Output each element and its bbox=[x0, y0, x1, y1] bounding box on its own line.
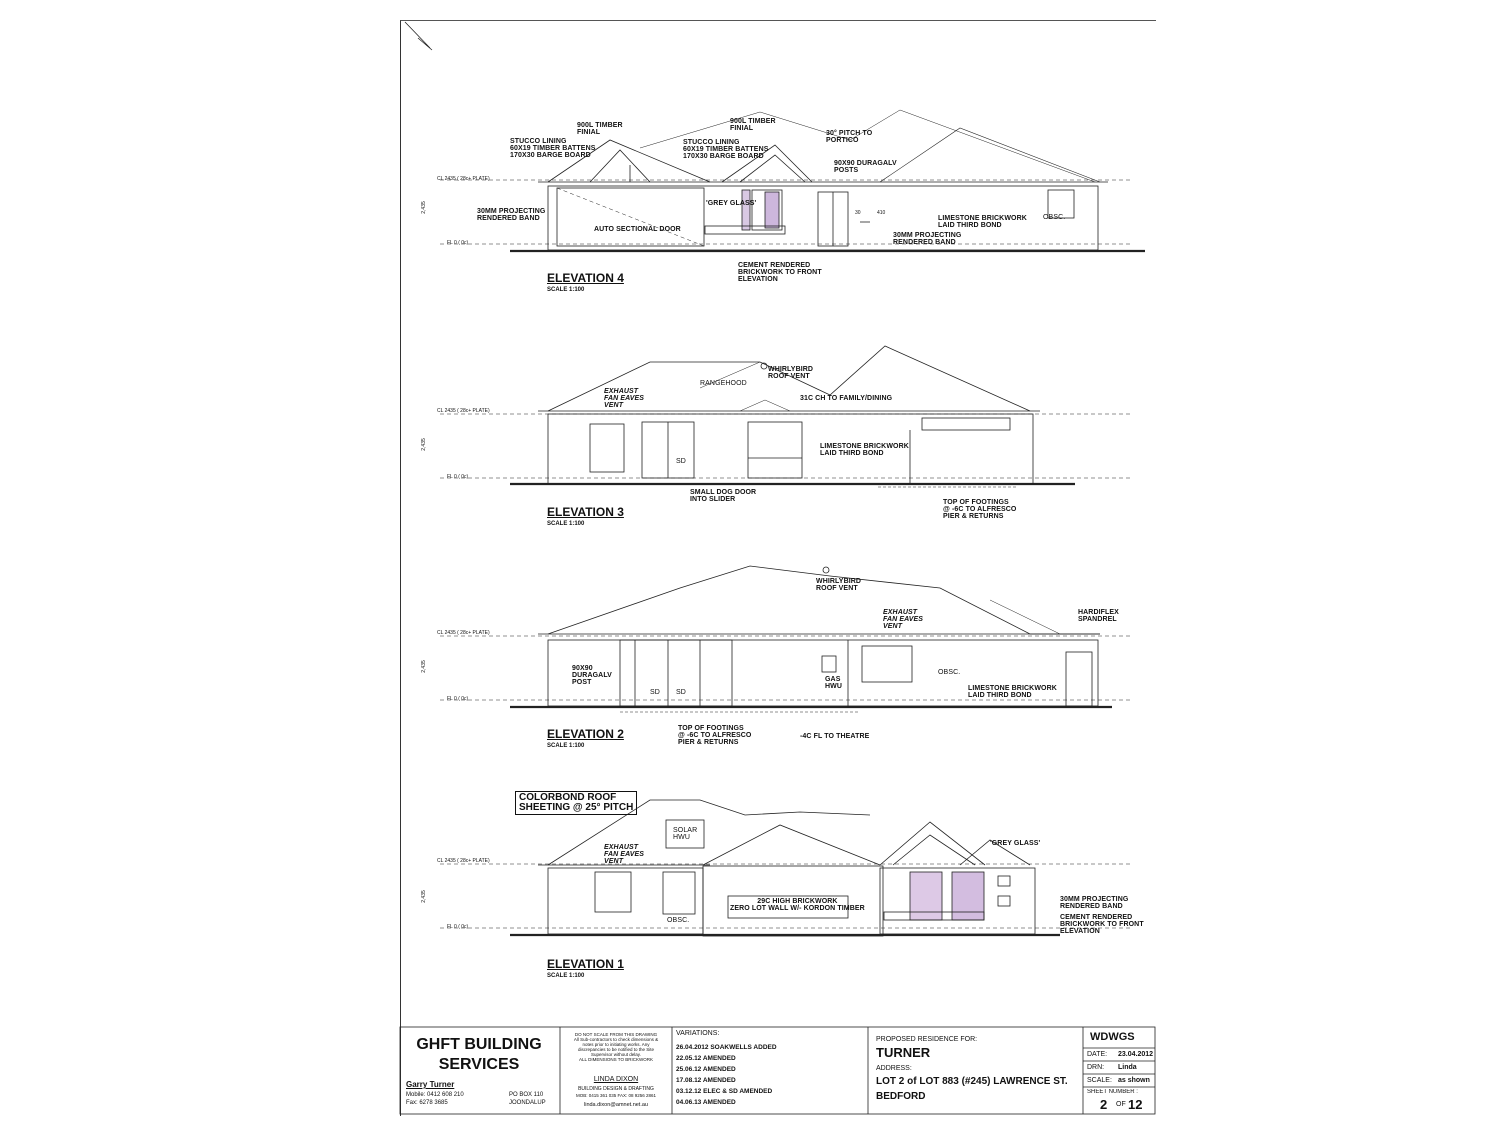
e4-obsc: OBSC. bbox=[1043, 214, 1066, 221]
e1-height-dim: 2,435 bbox=[420, 890, 427, 903]
e1-solar: SOLAR HWU bbox=[673, 827, 698, 841]
e4-garage-door: AUTO SECTIONAL DOOR bbox=[594, 226, 681, 233]
e3-rangehood: RANGEHOOD bbox=[700, 380, 747, 387]
e4-limestone: LIMESTONE BRICKWORK LAID THIRD BOND bbox=[938, 215, 1027, 229]
address-line2: BEDFORD bbox=[876, 1091, 926, 1102]
e4-stucco-left: STUCCO LINING 60X19 TIMBER BATTENS 170X30 BARGE BOARD bbox=[510, 138, 596, 159]
e1-roof-note: COLORBOND ROOF SHEETING @ 25° PITCH bbox=[515, 791, 637, 815]
elevation-4-lines bbox=[440, 110, 1145, 251]
contact-name: Garry Turner bbox=[406, 1080, 455, 1089]
client-name: TURNER bbox=[876, 1045, 931, 1060]
e4-fl-level: FL 0 ( 0c) bbox=[447, 240, 469, 246]
drn-value: Linda bbox=[1118, 1064, 1137, 1071]
po-suburb: JOONDALUP bbox=[509, 1100, 546, 1106]
e4-finial-left: 900L TIMBER FINIAL bbox=[577, 122, 623, 136]
e3-sd: SD bbox=[676, 458, 686, 465]
e2-exhaust: EXHAUST FAN EAVES VENT bbox=[883, 609, 924, 630]
e3-ceiling-note: 31C CH TO FAMILY/DINING bbox=[800, 395, 893, 402]
e4-stucco-right: STUCCO LINING 60X19 TIMBER BATTENS 170X30 BARGE BOARD bbox=[683, 139, 769, 160]
variation-item: 26.04.2012 SOAKWELLS ADDED bbox=[676, 1044, 777, 1051]
e2-limestone: LIMESTONE BRICKWORK LAID THIRD BOND bbox=[968, 685, 1057, 699]
scale-notice: DO NOT SCALE FROM THIS DRAWING All Sub-contractors to check dimensions & notes prior to initiating works. Any discrepancies to be notified to the Site Supervisor without delay. ALL DIMENSIONS TO BRICKWORK bbox=[573, 1032, 659, 1062]
e3-fl-level: FL 0 ( 0c) bbox=[447, 474, 469, 480]
company-name-line1: GHFT BUILDING bbox=[416, 1036, 542, 1053]
e3-whirlybird: WHIRLYBIRD ROOF VENT bbox=[768, 366, 814, 380]
e4-scale: SCALE 1:100 bbox=[547, 287, 585, 293]
e4-height-dim: 2,435 bbox=[420, 201, 427, 214]
address-label: ADDRESS: bbox=[876, 1065, 912, 1072]
e1-cl-level: CL 2435 ( 28c+ PLATE) bbox=[437, 858, 490, 864]
company-name-line2: SERVICES bbox=[438, 1056, 520, 1073]
e2-cl-level: CL 2435 ( 28c+ PLATE) bbox=[437, 630, 490, 636]
scale-value: as shown bbox=[1118, 1077, 1150, 1084]
e2-sd-1: SD bbox=[650, 689, 660, 696]
sheet-code: WDWGS bbox=[1090, 1031, 1135, 1043]
e3-scale: SCALE 1:100 bbox=[547, 521, 585, 527]
po-box: PO BOX 110 bbox=[509, 1092, 544, 1098]
designer-name: LINDA DIXON bbox=[593, 1076, 639, 1083]
e3-height-dim: 2,435 bbox=[420, 438, 427, 451]
contact-fax: Fax: 6278 3685 bbox=[406, 1100, 448, 1106]
e1-obsc: OBSC. bbox=[667, 917, 690, 924]
scale-label: SCALE: bbox=[1087, 1077, 1112, 1084]
corner-mark bbox=[405, 22, 432, 50]
e1-grey-glass: 'GREY GLASS' bbox=[990, 840, 1041, 847]
sheet-of: OF bbox=[1116, 1101, 1126, 1108]
variation-item: 17.08.12 AMENDED bbox=[676, 1077, 736, 1084]
designer-email: linda.dixon@amnet.net.au bbox=[584, 1102, 648, 1108]
sheet-number-label: SHEET NUMBER : bbox=[1087, 1089, 1138, 1095]
e3-title: ELEVATION 3 bbox=[547, 505, 624, 519]
e4-cl-level: CL 2435 ( 28c+ PLATE) bbox=[437, 176, 490, 182]
e3-dog-door: SMALL DOG DOOR INTO SLIDER bbox=[690, 489, 757, 503]
variations-list bbox=[676, 1044, 777, 1110]
e2-gas-hwu: GAS HWU bbox=[825, 676, 843, 690]
designer-sub: BUILDING DESIGN & DRAFTING bbox=[578, 1086, 654, 1092]
drn-label: DRN: bbox=[1087, 1064, 1105, 1071]
e4-band-left: 30MM PROJECTING RENDERED BAND bbox=[477, 208, 546, 222]
e2-hardiflex: HARDIFLEX SPANDREL bbox=[1078, 609, 1119, 623]
variations-label: VARIATIONS: bbox=[676, 1030, 720, 1037]
variation-item: 22.05.12 AMENDED bbox=[676, 1055, 736, 1062]
designer-phone: MOB: 0415 361 035 FAX: 08 9256 2861 bbox=[575, 1093, 657, 1098]
e4-pitch-note: 30° PITCH TO PORTICO bbox=[826, 130, 873, 144]
e4-title: ELEVATION 4 bbox=[547, 271, 624, 285]
e2-post: 90X90 DURAGALV POST bbox=[572, 665, 612, 686]
e2-title: ELEVATION 2 bbox=[547, 727, 624, 741]
e1-cement: CEMENT RENDERED BRICKWORK TO FRONT ELEVATION bbox=[1060, 914, 1144, 935]
address-line1: LOT 2 of LOT 883 (#245) LAWRENCE ST. bbox=[876, 1076, 1068, 1087]
e4-posts-note: 90X90 DURAGALV POSTS bbox=[834, 160, 897, 174]
e1-scale: SCALE 1:100 bbox=[547, 973, 585, 979]
e1-title: ELEVATION 1 bbox=[547, 957, 624, 971]
variation-item: 25.06.12 AMENDED bbox=[676, 1066, 736, 1073]
elevation-1-lines bbox=[440, 800, 1130, 936]
sheet-total: 12 bbox=[1128, 1097, 1143, 1112]
e4-dim-30: 30 bbox=[855, 210, 861, 216]
e2-theatre: -4C FL TO THEATRE bbox=[800, 733, 870, 740]
date-value: 23.04.2012 bbox=[1118, 1051, 1154, 1058]
e2-scale: SCALE 1:100 bbox=[547, 743, 585, 749]
e3-limestone: LIMESTONE BRICKWORK LAID THIRD BOND bbox=[820, 443, 909, 457]
e1-zero-lot-wall: 29C HIGH BRICKWORK ZERO LOT WALL W/- KORDON TIMBER bbox=[730, 898, 865, 912]
e1-band: 30MM PROJECTING RENDERED BAND bbox=[1060, 896, 1129, 910]
e4-band-right: 30MM PROJECTING RENDERED BAND bbox=[893, 232, 962, 246]
e2-obsc: OBSC. bbox=[938, 669, 961, 676]
e2-fl-level: FL 0 ( 0c) bbox=[447, 696, 469, 702]
e4-grey-glass: 'GREY GLASS' bbox=[706, 200, 757, 207]
e4-cement-note: CEMENT RENDERED BRICKWORK TO FRONT ELEVATION bbox=[738, 262, 822, 283]
e2-sd-2: SD bbox=[676, 689, 686, 696]
contact-mobile: Mobile: 0412 608 210 bbox=[406, 1092, 464, 1098]
e4-dim-410: 410 bbox=[877, 210, 886, 216]
proposed-label: PROPOSED RESIDENCE FOR: bbox=[876, 1036, 978, 1043]
e1-exhaust: EXHAUST FAN EAVES VENT bbox=[604, 844, 645, 865]
date-label: DATE: bbox=[1087, 1051, 1108, 1058]
e2-whirlybird: WHIRLYBIRD ROOF VENT bbox=[816, 578, 862, 592]
sheet-number: 2 bbox=[1100, 1097, 1108, 1112]
e4-finial-right: 900L TIMBER FINIAL bbox=[730, 118, 776, 132]
variation-item: 03.12.12 ELEC & SD AMENDED bbox=[676, 1088, 773, 1095]
variation-item: 04.06.13 AMENDED bbox=[676, 1099, 736, 1106]
e2-footings: TOP OF FOOTINGS @ -6C TO ALFRESCO PIER & RETURNS bbox=[678, 725, 752, 746]
e3-footings: TOP OF FOOTINGS @ -6C TO ALFRESCO PIER & RETURNS bbox=[943, 499, 1017, 520]
e1-fl-level: FL 0 ( 0c) bbox=[447, 924, 469, 930]
e3-cl-level: CL 2435 ( 28c+ PLATE) bbox=[437, 408, 490, 414]
e2-height-dim: 2,435 bbox=[420, 660, 427, 673]
e3-exhaust: EXHAUST FAN EAVES VENT bbox=[604, 388, 645, 409]
